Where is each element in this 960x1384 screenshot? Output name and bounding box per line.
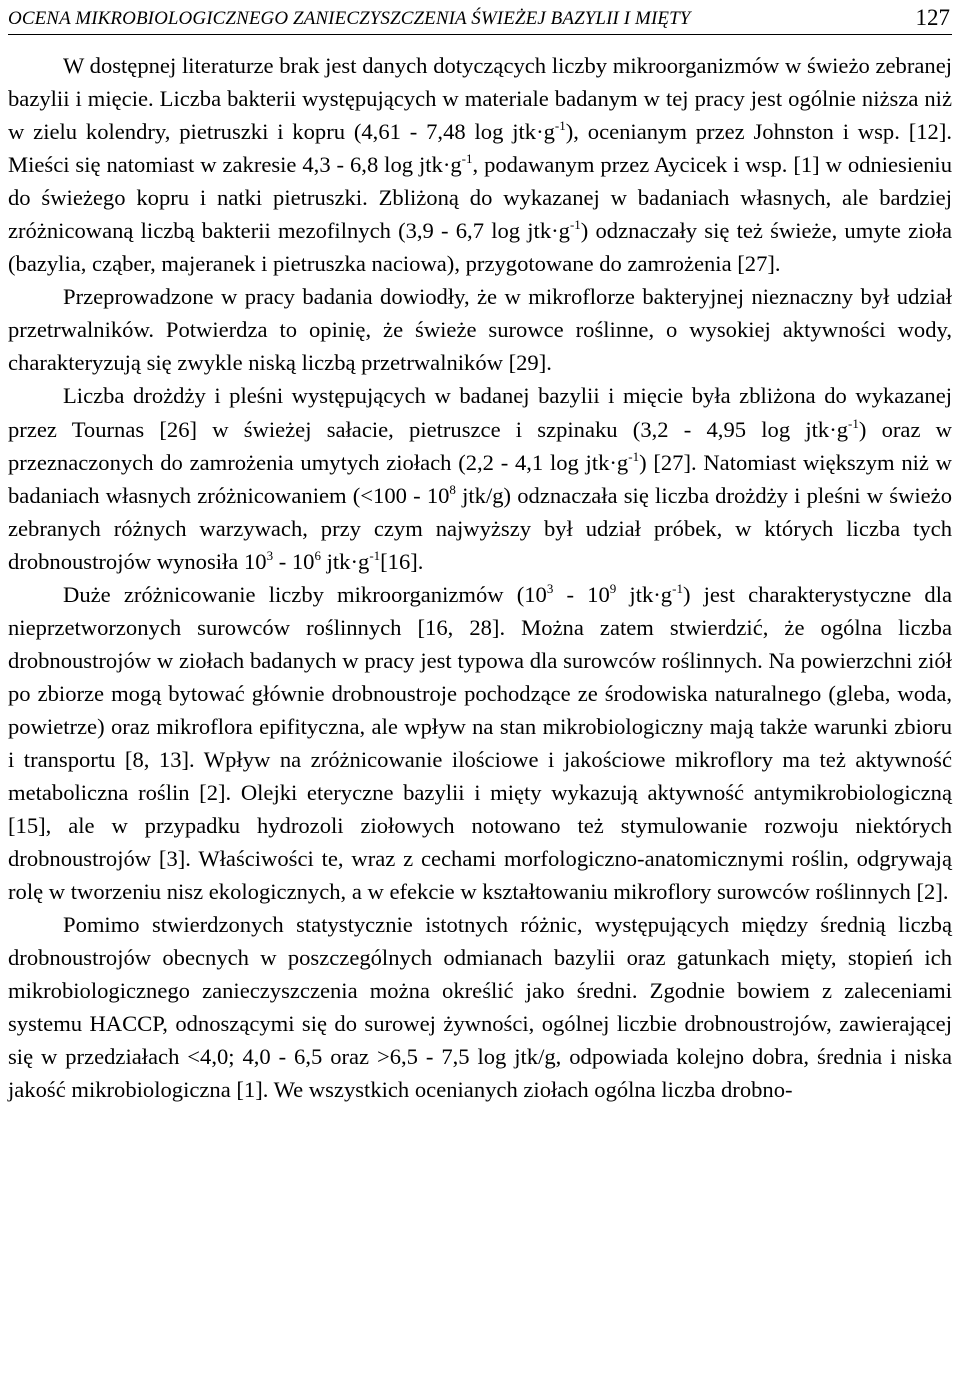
- superscript: -1: [369, 547, 381, 563]
- paragraph: [8, 379, 952, 577]
- superscript: -1: [461, 151, 473, 167]
- paragraph: [8, 908, 952, 1106]
- superscript: 8: [449, 481, 456, 497]
- superscript: 3: [266, 547, 274, 563]
- text-run: - 10: [273, 548, 315, 574]
- text-run: ) jest charakterystyczne dla nieprzetworzonych surowców roślinnych [16, 28]. Można zatem stwierdzić, że ogólna liczba drobnoustrojów w ziołach badanych w pracy jest typowa dla surowców roślinnych. Na powierzchni ziół po zbiorze mogą bytować głównie drobnoustroje pochodzące ze środowiska naturalnego (gleba, woda, powietrze) oraz mikroflora epifityczna, ale wpływ na stan mikrobiologiczny mają także warunki zbioru i transportu [8, 13]. Wpływ na zróżnicowanie ilościowe i jakościowe mikroflory ma też aktywność metaboliczna roślin [2]. Olejki eteryczne bazylii i mięty wykazują aktywność antymikrobiologiczną [15], ale w przypadku hydrozoli ziołowych notowano też stymulowanie rozwoju niektórych drobnoustrojów [3]. Właściwości te, wraz z cechami morfologiczno-anatomicznymi roślin, odgrywają rolę w tworzeniu nisz ekologicznych, a w efekcie w kształtowaniu mikroflory surowców roślinnych [2].: [8, 581, 952, 905]
- text-run: [16].: [380, 548, 424, 574]
- superscript: 3: [546, 580, 554, 596]
- superscript: 9: [609, 580, 617, 596]
- superscript: -1: [672, 580, 683, 596]
- running-header: [8, 4, 952, 35]
- paragraph: [8, 280, 952, 379]
- text-run: jtk/g) odznaczała się liczba drożdży i pleśni w świeżo zebranych różnych warzywach, przy czym najwyższy był udział próbek, w których liczba tych drobnoustrojów wynosiła 10: [8, 482, 952, 574]
- superscript: -1: [569, 217, 581, 233]
- text-run: ) [27]. Natomiast większym niż w badaniach własnych zróżnicowaniem (<100 - 10: [8, 449, 952, 508]
- text-run: Duże zróżnicowanie liczby mikroorganizmów (10: [63, 581, 547, 607]
- running-title: OCENA MIKROBIOLOGICZNEGO ZANIECZYSZCZENIA ŚWIEŻEJ BAZYLII I MIĘTY: [8, 8, 691, 29]
- text-run: Pomimo stwierdzonych statystycznie istotnych różnic, występujących między średnią liczbą drobnoustrojów obecnych w poszczególnych odmianach bazylii oraz gatunkach mięty, stopień ich mikrobiologicznego zanieczyszczenia można określić jako średni. Zgodnie bowiem z zaleceniami systemu HACCP, odnoszącymi się do surowej żywności, ogólnej liczbie drobnoustrojów, zawierającej się w przedziałach <4,0; 4,0 - 6,5 oraz >6,5 - 7,5 log jtk/g, odpowiada kolejno dobra, średnia i niska jakość mikrobiologiczna [1]. We wszystkich ocenianych ziołach ogólna liczba drobno-: [8, 912, 952, 1103]
- text-run: Liczba drożdży i pleśni występujących w badanej bazylii i mięcie była zbliżona do wykazanej przez Tournas [26] w świeżej sałacie, pietruszce i szpinaku (3,2 - 4,95 log jtk·g: [8, 383, 952, 442]
- article-body: [8, 49, 952, 1107]
- superscript: -1: [628, 448, 640, 464]
- page-number: 127: [915, 5, 950, 30]
- paragraph: [8, 578, 952, 908]
- text-run: - 10: [553, 581, 610, 607]
- text-run: , podawanym przez Aycicek i wsp. [1] w odniesieniu do świeżego kopru i natki pietruszki. Zbliżoną do wykazanej w badaniach własnych, ale bardziej zróżnicowaną liczbą bakterii mezofilnych (3,9 - 6,7 log jtk·g: [8, 152, 953, 244]
- text-run: Przeprowadzone w pracy badania dowiodły, że w mikroflorze bakteryjnej nieznaczny był udział przetrwalników. Potwierdza to opinię, że świeże surowce roślinne, o wysokiej aktywności wody, charakteryzują się zwykle niską liczbą przetrwalników [29].: [8, 284, 952, 376]
- text-run: ) oraz w przeznaczonych do zamrożenia umytych ziołach (2,2 - 4,1 log jtk·g: [8, 416, 952, 475]
- text-run: ), ocenianym przez Johnston i wsp. [12]. Mieści się natomiast w zakresie 4,3 - 6,8 log jtk·g: [8, 119, 952, 178]
- superscript: -1: [554, 118, 566, 134]
- text-run: jtk·g: [616, 581, 673, 607]
- text-run: jtk·g: [320, 548, 370, 574]
- superscript: 6: [314, 547, 321, 563]
- text-run: ) odznaczały się też świeże, umyte zioła (bazylia, cząber, majeranek i pietruszka naciowa), przygotowane do zamrożenia [27].: [8, 218, 953, 277]
- superscript: -1: [848, 415, 859, 431]
- paragraph: [8, 49, 952, 280]
- text-run: W dostępnej literaturze brak jest danych dotyczących liczby mikroorganizmów w świeżo zebranej bazylii i mięcie. Liczba bakterii występujących w materiale badanym w tej pracy jest ogólnie niższa niż w zielu kolendry, pietruszki i kopru (4,61 - 7,48 log jtk·g: [8, 53, 952, 145]
